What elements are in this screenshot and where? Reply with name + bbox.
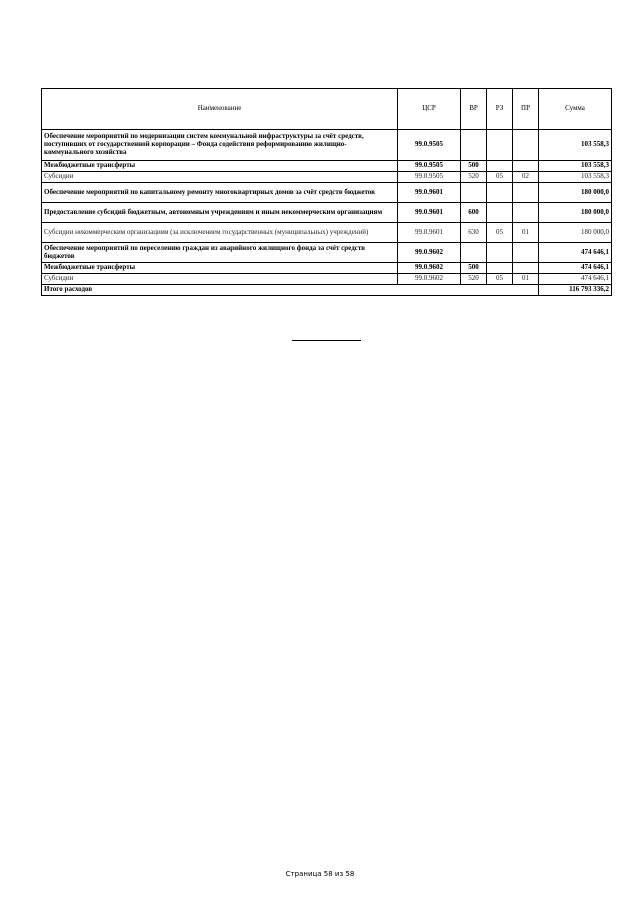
row-csr: 99.0.9601 xyxy=(398,203,461,223)
table-row xyxy=(42,223,612,243)
total-row xyxy=(42,285,612,296)
row-csr: 99.0.9505 xyxy=(398,172,461,183)
page-number: Страница 58 из 58 xyxy=(285,870,355,878)
row-vr: 500 xyxy=(461,161,487,172)
row-sum: 103 558,3 xyxy=(539,172,612,183)
row-rz xyxy=(487,263,513,274)
row-pr xyxy=(513,161,539,172)
row-sum: 474 646,1 xyxy=(539,274,612,285)
row-rz: 05 xyxy=(487,223,513,243)
row-name: Обеспечение мероприятий по переселению граждан из аварийного жилищного фонда за счёт средств бюджетов xyxy=(42,243,398,263)
column-header-sum: Сумма xyxy=(539,89,612,130)
row-rz xyxy=(487,203,513,223)
row-rz xyxy=(487,161,513,172)
table-row xyxy=(42,183,612,203)
table-row xyxy=(42,263,612,274)
row-rz xyxy=(487,130,513,161)
separator-line xyxy=(292,340,361,341)
row-sum: 474 646,1 xyxy=(539,243,612,263)
row-name: Предоставление субсидий бюджетным, автономным учреждениям и иным некоммерческим организациям xyxy=(42,203,398,223)
row-csr: 99.0.9601 xyxy=(398,223,461,243)
table-row xyxy=(42,243,612,263)
row-pr xyxy=(513,183,539,203)
row-name: Субсидии некоммерческим организациям (за исключением государственных (муниципальных) учреждений) xyxy=(42,223,398,243)
row-vr: 500 xyxy=(461,263,487,274)
row-vr: 520 xyxy=(461,172,487,183)
row-vr xyxy=(461,130,487,161)
table-row xyxy=(42,172,612,183)
row-name: Обеспечение мероприятий по модернизации систем коммунальной инфраструктуры за счёт средств, поступивших от государственной корпорации – Фонда содействия реформированию жилищно-коммунального хозяйства xyxy=(42,130,398,161)
column-header-vr: ВР xyxy=(461,89,487,130)
total-label: Итого расходов xyxy=(42,285,539,296)
column-header-csr: ЦСР xyxy=(398,89,461,130)
row-vr: 600 xyxy=(461,203,487,223)
row-name: Субсидии xyxy=(42,172,398,183)
row-rz xyxy=(487,183,513,203)
column-header-name: Наименование xyxy=(42,89,398,130)
row-name: Межбюджетные трансферты xyxy=(42,263,398,274)
table-row xyxy=(42,161,612,172)
table-header-row xyxy=(42,89,612,130)
row-name: Обеспечение мероприятий по капитальному ремонту многоквартирных домов за счёт средств бюджетов xyxy=(42,183,398,203)
row-pr xyxy=(513,263,539,274)
row-vr xyxy=(461,183,487,203)
row-sum: 103 558,3 xyxy=(539,130,612,161)
row-pr: 02 xyxy=(513,172,539,183)
row-pr xyxy=(513,203,539,223)
row-csr: 99.0.9505 xyxy=(398,161,461,172)
row-csr: 99.0.9602 xyxy=(398,274,461,285)
row-csr: 99.0.9601 xyxy=(398,183,461,203)
row-vr xyxy=(461,243,487,263)
row-sum: 180 000,0 xyxy=(539,183,612,203)
table-row xyxy=(42,203,612,223)
row-rz: 05 xyxy=(487,274,513,285)
row-csr: 99.0.9602 xyxy=(398,263,461,274)
budget-expenses-table xyxy=(41,88,612,296)
row-csr: 99.0.9602 xyxy=(398,243,461,263)
total-sum: 116 793 336,2 xyxy=(539,285,612,296)
row-pr: 01 xyxy=(513,223,539,243)
row-name: Субсидии xyxy=(42,274,398,285)
table-row xyxy=(42,274,612,285)
row-rz: 05 xyxy=(487,172,513,183)
row-name: Межбюджетные трансферты xyxy=(42,161,398,172)
row-pr xyxy=(513,243,539,263)
row-sum: 103 558,3 xyxy=(539,161,612,172)
row-rz xyxy=(487,243,513,263)
row-pr xyxy=(513,130,539,161)
row-pr: 01 xyxy=(513,274,539,285)
row-vr: 630 xyxy=(461,223,487,243)
row-vr: 520 xyxy=(461,274,487,285)
table-row xyxy=(42,130,612,161)
row-csr: 99.0.9505 xyxy=(398,130,461,161)
column-header-pr: ПР xyxy=(513,89,539,130)
row-sum: 474 646,1 xyxy=(539,263,612,274)
row-sum: 180 000,0 xyxy=(539,203,612,223)
column-header-rz: РЗ xyxy=(487,89,513,130)
row-sum: 180 000,0 xyxy=(539,223,612,243)
